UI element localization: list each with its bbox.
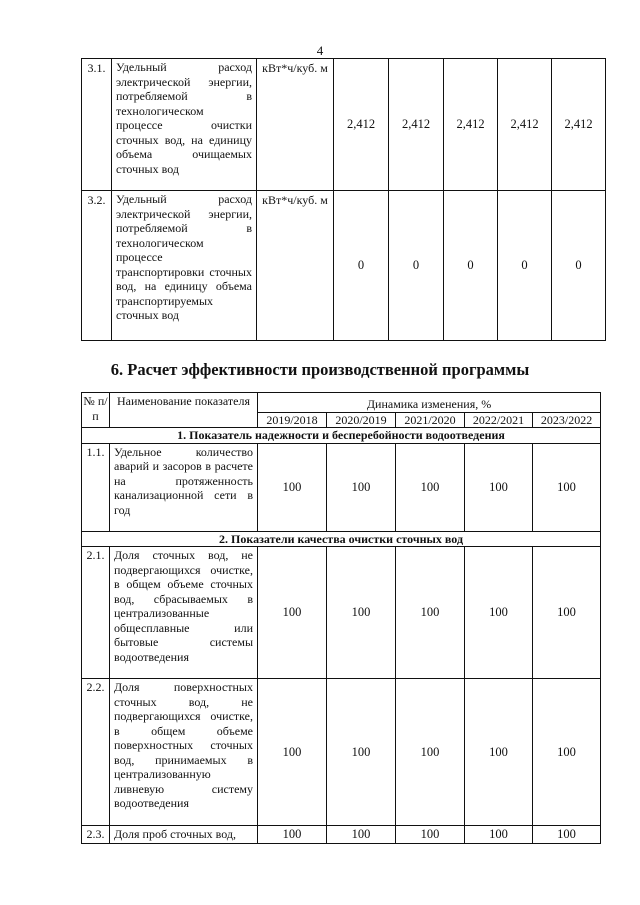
- value-cell: 100: [258, 547, 327, 679]
- value-cell: 100: [396, 547, 465, 679]
- value-cell: 100: [533, 826, 601, 844]
- column-header-name: Наименование показателя: [110, 393, 258, 428]
- group-title: 1. Показатель надежности и бесперебойности водоотведения: [82, 428, 601, 444]
- value-cell: 100: [258, 826, 327, 844]
- value-cell: 100: [258, 443, 327, 531]
- section-title: 6. Расчет эффективности производственной программы: [110, 360, 530, 379]
- table-row: [82, 443, 601, 531]
- indicator-name: Удельное количество аварий и засоров в расчете на протяженность канализационной сети в год: [110, 443, 258, 531]
- column-header-year: 2023/2022: [533, 412, 601, 428]
- table-row: [82, 547, 601, 679]
- value-cell: 100: [465, 826, 533, 844]
- value-cell: 100: [327, 826, 396, 844]
- value-cell: 0: [389, 191, 444, 341]
- row-number: 2.2.: [82, 679, 110, 826]
- value-cell: 100: [396, 679, 465, 826]
- value-cell: 0: [334, 191, 389, 341]
- value-cell: 100: [465, 443, 533, 531]
- value-cell: 2,412: [444, 59, 498, 191]
- row-number: 2.1.: [82, 547, 110, 679]
- indicator-name: Удельный расход электрической энергии, потребляемой в технологическом процессе транспортировки сточных вод, на единицу объема транспортируемых сточных вод: [112, 191, 257, 341]
- value-cell: 100: [327, 679, 396, 826]
- column-header-number: № п/п: [82, 393, 110, 428]
- table-row: [82, 191, 606, 341]
- row-number: 2.3.: [82, 826, 110, 844]
- column-header-year: 2022/2021: [465, 412, 533, 428]
- page-number: 4: [316, 43, 324, 58]
- value-cell: 100: [327, 443, 396, 531]
- table-row: [82, 826, 601, 844]
- value-cell: 100: [533, 443, 601, 531]
- group-header-row: [82, 531, 601, 547]
- indicator-name: Доля поверхностных сточных вод, не подвергающихся очистке, в общем объеме поверхностных сточных вод, принимаемых в централизованную ливневую систему водоотведения: [110, 679, 258, 826]
- table-row: [82, 59, 606, 191]
- indicator-name: Удельный расход электрической энергии, потребляемой в технологическом процессе очистки сточных вод, на единицу объема очищаемых сточных вод: [112, 59, 257, 191]
- value-cell: 0: [498, 191, 552, 341]
- column-header-year: 2019/2018: [258, 412, 327, 428]
- value-cell: 100: [396, 826, 465, 844]
- group-title: 2. Показатели качества очистки сточных вод: [82, 531, 601, 547]
- row-number: 3.2.: [82, 191, 112, 341]
- value-cell: 2,412: [389, 59, 444, 191]
- value-cell: 100: [258, 679, 327, 826]
- value-cell: 0: [444, 191, 498, 341]
- table-row: [82, 679, 601, 826]
- column-header-year: 2020/2019: [327, 412, 396, 428]
- row-number: 3.1.: [82, 59, 112, 191]
- row-number: 1.1.: [82, 443, 110, 531]
- indicator-name: Доля сточных вод, не подвергающихся очистке, в общем объеме сточных вод, сбрасываемых в централизованные общесплавные или бытовые системы водоотведения: [110, 547, 258, 679]
- unit-cell: кВт*ч/куб. м: [257, 191, 334, 341]
- value-cell: 100: [465, 547, 533, 679]
- value-cell: 100: [465, 679, 533, 826]
- value-cell: 100: [533, 547, 601, 679]
- table-header-row: [82, 393, 601, 413]
- value-cell: 100: [396, 443, 465, 531]
- value-cell: 2,412: [552, 59, 606, 191]
- efficiency-table: [81, 392, 601, 844]
- unit-cell: кВт*ч/куб. м: [257, 59, 334, 191]
- value-cell: 100: [533, 679, 601, 826]
- energy-indicators-table: [81, 58, 606, 341]
- value-cell: 0: [552, 191, 606, 341]
- value-cell: 2,412: [498, 59, 552, 191]
- column-header-year: 2021/2020: [396, 412, 465, 428]
- indicator-name: Доля проб сточных вод,: [110, 826, 258, 844]
- value-cell: 100: [327, 547, 396, 679]
- group-header-row: [82, 428, 601, 444]
- value-cell: 2,412: [334, 59, 389, 191]
- column-header-dynamics: Динамика изменения, %: [258, 393, 601, 413]
